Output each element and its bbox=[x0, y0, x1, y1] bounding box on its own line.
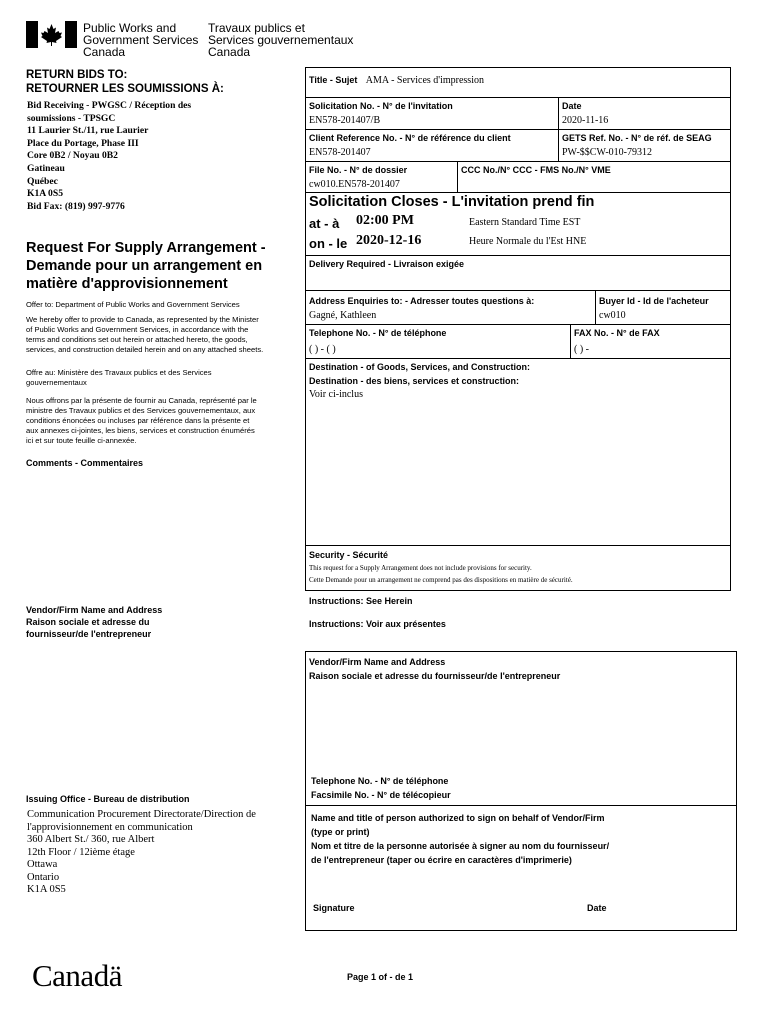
bid-fax: Bid Fax: (819) 997-9776 bbox=[27, 200, 125, 212]
issuing-line: 360 Albert St./ 360, rue Albert bbox=[27, 834, 155, 845]
timezone-en: Eastern Standard Time EST bbox=[469, 217, 581, 228]
return-bids-title-en: RETURN BIDS TO: bbox=[26, 69, 128, 81]
offre-au-line: gouvernementaux bbox=[26, 378, 87, 387]
offer-fr-line: aux annexes ci-jointes, les biens, services et construction énumérés bbox=[26, 426, 255, 435]
timezone-fr: Heure Normale du l'Est HNE bbox=[469, 236, 587, 247]
signer-label-line: Name and title of person authorized to sign on behalf of Vendor/Firm bbox=[311, 813, 605, 823]
issuing-office-label: Issuing Office - Bureau de distribution bbox=[26, 794, 190, 804]
address-line: Place du Portage, Phase III bbox=[27, 137, 139, 149]
authorized-signer-label bbox=[311, 811, 609, 867]
gets-ref-label: GETS Ref. No. - N° de réf. de SEAG bbox=[562, 133, 712, 143]
signature-date-label: Date bbox=[587, 903, 607, 913]
delivery-required-label: Delivery Required - Livraison exigée bbox=[309, 259, 465, 269]
at-label: at - à bbox=[309, 216, 340, 231]
title-value: AMA - Services d'impression bbox=[365, 75, 484, 86]
department-name-fr bbox=[208, 22, 353, 58]
file-no-label: File No. - N° de dossier bbox=[309, 165, 408, 175]
address-line: soumissions - TPSGC bbox=[27, 112, 116, 124]
address-enquiries-value: Gagné, Kathleen bbox=[309, 310, 377, 321]
fax-label: FAX No. - N° de FAX bbox=[574, 328, 660, 338]
rfsa-heading-line: Request For Supply Arrangement - bbox=[26, 240, 266, 256]
offre-au-line: Offre au: Ministère des Travaux publics et des Services bbox=[26, 368, 212, 377]
signer-label-line: (type or print) bbox=[311, 827, 370, 837]
issuing-office-address bbox=[27, 809, 256, 897]
offer-en-line: services, and construction detailed herein and on any attached sheets. bbox=[26, 345, 264, 354]
rfsa-heading bbox=[26, 239, 266, 293]
address-line: Gatineau bbox=[27, 162, 65, 174]
vendor-left-line: fournisseur/de l'entrepreneur bbox=[26, 629, 152, 639]
rfsa-heading-line: matière d'approvisionnement bbox=[26, 276, 228, 292]
dept-en-line: Canada bbox=[83, 45, 126, 59]
solicitation-no-label: Solicitation No. - N° de l'invitation bbox=[309, 101, 453, 111]
security-text-fr: Cette Demande pour un arrangement ne comprend pas des dispositions en matière de sécurité. bbox=[309, 576, 573, 584]
offer-en-line: of Public Works and Government Services, in accordance with the bbox=[26, 325, 249, 334]
page-number: Page 1 of - de 1 bbox=[347, 972, 414, 982]
offre-au-text bbox=[26, 368, 212, 388]
vendor-firm-left-label bbox=[26, 604, 162, 640]
government-flag-logo bbox=[26, 21, 77, 48]
issuing-line: Communication Procurement Directorate/Direction de bbox=[27, 809, 256, 820]
issuing-line: l'approvisionnement en communication bbox=[27, 821, 193, 833]
gets-ref-value: PW-$$CW-010-79312 bbox=[562, 147, 652, 158]
comments-label: Comments - Commentaires bbox=[26, 458, 144, 468]
offer-fr-line: ministre des Travaux publics et des Services gouvernementaux, aux bbox=[26, 406, 256, 415]
buyer-id-label: Buyer Id - Id de l'acheteur bbox=[599, 296, 709, 306]
offer-en-line: We hereby offer to provide to Canada, as represented by the Minister bbox=[26, 315, 259, 324]
issuing-line: Ontario bbox=[27, 871, 60, 883]
address-line: Bid Receiving - PWGSC / Réception des bbox=[27, 100, 192, 111]
address-line: Québec bbox=[27, 175, 58, 187]
destination-label-en: Destination - of Goods, Services, and Construction: bbox=[309, 362, 531, 372]
offer-fr-line: conditions énoncées ou incluses par référence dans la présente et bbox=[26, 416, 250, 425]
offer-to: Offer to: Department of Public Works and Government Services bbox=[26, 300, 240, 309]
vendor-telephone-label: Telephone No. - N° de téléphone bbox=[311, 776, 449, 786]
solicitation-closes-title: Solicitation Closes - L'invitation prend fin bbox=[309, 194, 595, 210]
signature-label: Signature bbox=[313, 903, 355, 913]
return-bids-title bbox=[26, 68, 224, 96]
offer-fr-line: ici et sur toute feuille ci-annexée. bbox=[26, 436, 137, 445]
dept-fr-line: Travaux publics et bbox=[208, 21, 305, 35]
title-field bbox=[309, 70, 484, 88]
address-line: 11 Laurier St./11, rue Laurier bbox=[27, 125, 149, 137]
title-label: Title - Sujet bbox=[309, 75, 358, 85]
vendor-left-line: Raison sociale et adresse du bbox=[26, 617, 150, 627]
rfsa-heading-line: Demande pour un arrangement en bbox=[26, 258, 263, 274]
instructions-fr: Instructions: Voir aux présentes bbox=[309, 619, 446, 629]
issuing-line: Ottawa bbox=[27, 859, 58, 870]
fax-value: ( ) - bbox=[574, 344, 589, 355]
return-bids-title-fr: RETOURNER LES SOUMISSIONS À: bbox=[26, 83, 224, 95]
issuing-line: K1A 0S5 bbox=[27, 884, 66, 895]
dept-fr-line: Canada bbox=[208, 45, 251, 59]
ccc-label: CCC No./N° CCC - FMS No./N° VME bbox=[461, 165, 611, 175]
buyer-id-value: cw010 bbox=[599, 310, 626, 321]
security-label: Security - Sécurité bbox=[309, 550, 389, 560]
dept-en-line: Public Works and bbox=[83, 21, 177, 35]
department-name-en bbox=[83, 22, 198, 58]
offer-fr-text bbox=[26, 396, 257, 446]
solicitation-no-value: EN578-201407/B bbox=[309, 115, 381, 126]
offer-en-line: terms and conditions set out herein or attached hereto, the goods, bbox=[26, 335, 248, 344]
vendor-name-label-en: Vendor/Firm Name and Address bbox=[309, 657, 446, 667]
client-ref-value: EN578-201407 bbox=[309, 147, 371, 158]
offer-en-text bbox=[26, 315, 263, 355]
instructions-en: Instructions: See Herein bbox=[309, 596, 413, 606]
signer-label-line: Nom et titre de la personne autorisée à signer au nom du fournisseur/ bbox=[311, 841, 610, 851]
offer-fr-line: Nous offrons par la présente de fournir au Canada, représenté par le bbox=[26, 396, 257, 405]
address-line: K1A 0S5 bbox=[27, 188, 63, 200]
vendor-name-label-fr: Raison sociale et adresse du fournisseur/de l'entrepreneur bbox=[309, 671, 561, 681]
date-label: Date bbox=[562, 101, 582, 111]
address-line: Core 0B2 / Noyau 0B2 bbox=[27, 150, 118, 162]
telephone-value: ( ) - ( ) bbox=[309, 344, 336, 355]
dept-en-line: Government Services bbox=[83, 33, 199, 47]
canada-wordmark: Canadä bbox=[32, 958, 122, 993]
vendor-left-line: Vendor/Firm Name and Address bbox=[26, 605, 163, 615]
security-text-en: This request for a Supply Arrangement does not include provisions for security. bbox=[309, 564, 532, 572]
file-no-value: cw010.EN578-201407 bbox=[309, 179, 400, 190]
dept-fr-line: Services gouvernementaux bbox=[208, 33, 354, 47]
signer-label-line: de l'entrepreneur (taper ou écrire en caractères d'imprimerie) bbox=[311, 855, 572, 865]
date-value: 2020-11-16 bbox=[562, 115, 609, 126]
address-enquiries-label: Address Enquiries to: - Adresser toutes questions à: bbox=[309, 296, 535, 306]
destination-label-fr: Destination - des biens, services et construction: bbox=[309, 376, 520, 386]
vendor-facsimile-label: Facsimile No. - N° de télécopieur bbox=[311, 790, 451, 800]
client-ref-label: Client Reference No. - N° de référence du client bbox=[309, 133, 511, 143]
issuing-line: 12th Floor / 12ième étage bbox=[27, 846, 135, 858]
return-bids-address bbox=[27, 100, 191, 213]
destination-value: Voir ci-inclus bbox=[309, 389, 363, 400]
closing-date-value: 2020-12-16 bbox=[356, 233, 422, 248]
telephone-label: Telephone No. - N° de téléphone bbox=[309, 328, 447, 338]
on-label: on - le bbox=[309, 236, 348, 251]
closing-time-value: 02:00 PM bbox=[356, 213, 414, 228]
